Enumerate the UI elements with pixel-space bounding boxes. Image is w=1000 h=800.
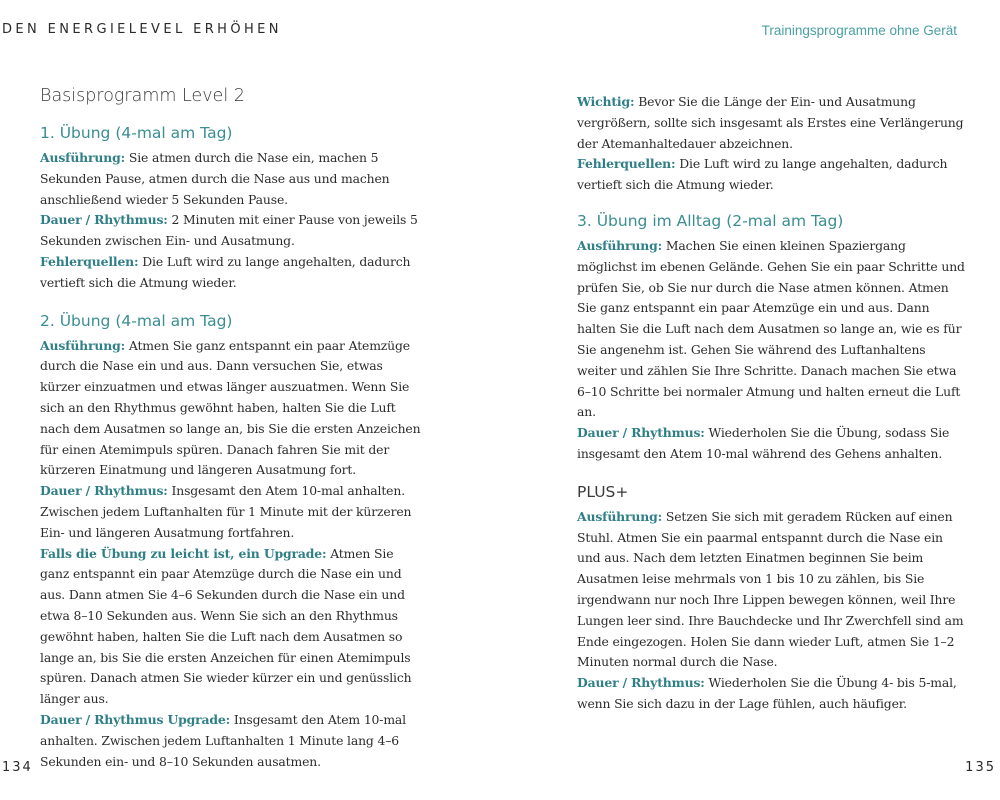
paragraph-text: Die Luft wird zu lange angehalten, dadurch vertieft sich die Atmung wieder. — [40, 253, 411, 290]
running-head-right: Trainingsprogramme ohne Gerät — [761, 23, 957, 38]
page-title: Basisprogramm Level 2 — [40, 86, 245, 106]
left-page-column — [40, 86, 425, 790]
paragraph-label: Fehlerquellen: — [40, 253, 139, 269]
intro-notes — [577, 92, 967, 196]
paragraph-text: Wiederholen Sie die Übung 4- bis 5-mal, wenn Sie sich dazu in der Lage fühlen, auch häufiger. — [577, 675, 957, 711]
section-exercise-3 — [577, 212, 967, 465]
paragraph-text: Wiederholen Sie die Übung, sodass Sie insgesamt den Atem 10-mal während des Gehens anhalten. — [577, 425, 950, 461]
section-exercise-2 — [40, 312, 425, 773]
paragraph-dauer-rhythmus — [577, 673, 967, 715]
paragraph-label: Dauer / Rhythmus: — [577, 675, 705, 691]
paragraph-ausfuehrung — [577, 236, 967, 423]
paragraph-ausfuehrung — [40, 336, 425, 482]
paragraph-label: Fehlerquellen: — [577, 156, 676, 172]
section-heading: PLUS+ — [577, 482, 629, 501]
paragraph-upgrade — [40, 544, 425, 710]
paragraph-label: Ausführung: — [40, 337, 126, 353]
paragraph-wichtig — [577, 92, 967, 154]
paragraph-text: Sie atmen durch die Nase ein, machen 5 Sekunden Pause, atmen durch die Nase aus und machen anschließend wieder 5 Sekunden Pause. — [40, 150, 390, 207]
paragraph-fehlerquellen — [577, 154, 967, 196]
paragraph-label: Dauer / Rhythmus: — [577, 425, 705, 441]
paragraph-text: Bevor Sie die Länge der Ein- und Ausatmung vergrößern, sollte sich insgesamt als Erstes eine Verlängerung der Atemanhaltedauer abzeichnen. — [577, 94, 964, 151]
paragraph-ausfuehrung — [40, 148, 425, 210]
paragraph-dauer-rhythmus — [40, 481, 425, 543]
paragraph-text: Machen Sie einen kleinen Spaziergang möglichst im ebenen Gelände. Gehen Sie ein paar Schritte und prüfen Sie, ob Sie nur durch die Nase atmen können. Atmen Sie ganz entspannt ein paar Atemzüge ein und aus. Dann halten Sie die Luft nach dem Ausatmen so lange an, wie es für Sie angenehm ist. Gehen Sie während des Luftanhaltens weiter und zählen Sie Ihre Schritte. Danach machen Sie etwa 6–10 Schritte bei normaler Atmung und halten erneut die Luft an. — [577, 237, 965, 420]
paragraph-ausfuehrung — [577, 507, 967, 673]
paragraph-dauer-rhythmus — [40, 210, 425, 252]
page-number-left: 134 — [2, 760, 33, 775]
section-plus — [577, 483, 967, 715]
paragraph-label: Dauer / Rhythmus: — [40, 483, 168, 499]
paragraph-text: Insgesamt den Atem 10-mal anhalten. Zwischen jedem Luftanhalten für 1 Minute mit der kürzeren Ein- und längeren Ausatmung fortfahren. — [40, 483, 412, 540]
section-heading: 3. Übung im Alltag (2-mal am Tag) — [577, 211, 844, 230]
paragraph-label: Ausführung: — [577, 237, 663, 253]
paragraph-text: Die Luft wird zu lange angehalten, dadurch vertieft sich die Atmung wieder. — [577, 156, 948, 193]
paragraph-text: 2 Minuten mit einer Pause von jeweils 5 Sekunden zwischen Ein- und Ausatmung. — [40, 212, 418, 249]
right-page-column — [577, 92, 967, 733]
paragraph-label: Dauer / Rhythmus Upgrade: — [40, 711, 231, 727]
paragraph-label: Ausführung: — [577, 508, 663, 524]
paragraph-fehlerquellen — [40, 252, 425, 294]
paragraph-label: Wichtig: — [577, 94, 635, 109]
paragraph-text: Insgesamt den Atem 10-mal anhalten. Zwischen jedem Luftanhalten 1 Minute lang 4–6 Sekunden ein- und 8–10 Sekunden ausatmen. — [40, 711, 406, 769]
page-number-right: 135 — [965, 760, 996, 775]
paragraph-dauer-rhythmus-upgrade — [40, 710, 425, 772]
paragraph-label: Falls die Übung zu leicht ist, ein Upgrade: — [40, 545, 327, 561]
paragraph-dauer-rhythmus — [577, 423, 967, 465]
section-heading: 2. Übung (4-mal am Tag) — [40, 311, 233, 330]
paragraph-text: Atmen Sie ganz entspannt ein paar Atemzüge durch die Nase ein und aus. Dann atmen Sie 4–6 Sekunden durch die Nase ein und etwa 8–10 Sekunden aus. Wenn Sie sich an den Rhythmus gewöhnt haben, halten Sie die Luft nach dem Ausatmen so lange an, bis Sie die ersten Anzeichen für einen Atemimpuls spüren. Danach atmen Sie wieder kürzer ein und genüsslich länger aus. — [40, 545, 412, 707]
paragraph-label: Ausführung: — [40, 150, 126, 165]
section-heading: 1. Übung (4-mal am Tag) — [40, 124, 233, 142]
section-exercise-1 — [40, 124, 425, 294]
running-head-left: DEN ENERGIELEVEL ERHÖHEN — [2, 22, 282, 37]
paragraph-label: Dauer / Rhythmus: — [40, 212, 168, 228]
paragraph-text: Atmen Sie ganz entspannt ein paar Atemzüge durch die Nase ein und aus. Dann versuchen Sie, etwas kürzer einzuatmen und etwas länger auszuatmen. Wenn Sie sich an den Rhythmus gewöhnt haben, halten Sie die Luft nach dem Ausatmen so lange an, bis Sie die ersten Anzeichen für einen Atemimpuls spüren. Danach fahren Sie mit der kürzeren Einatmung und längeren Ausatmung fort. — [40, 337, 421, 478]
paragraph-text: Setzen Sie sich mit geradem Rücken auf einen Stuhl. Atmen Sie ein paarmal entspannt durch die Nase ein und aus. Nach dem letzten Einatmen beginnen Sie beim Ausatmen leise mehrmals von 1 bis 10 zu zählen, bis Sie irgendwann nur noch Ihre Lippen bewegen können, weil Ihre Lungen leer sind. Ihre Bauchdecke und Ihr Zwerchfell sind am Ende eingezogen. Holen Sie dann wieder Luft, atmen Sie 1–2 Minuten normal durch die Nase. — [577, 508, 964, 670]
